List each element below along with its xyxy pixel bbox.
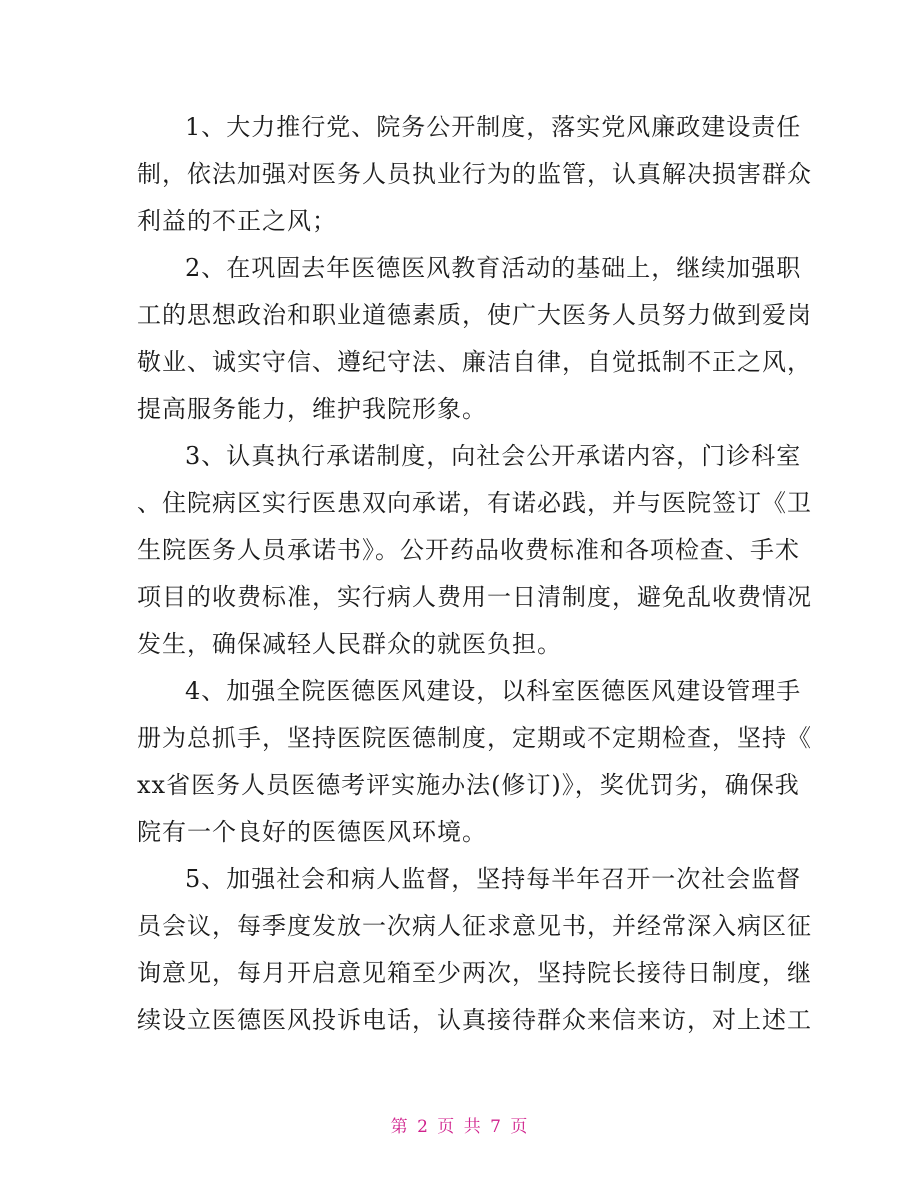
paragraph-line: 5、加强社会和病人监督，坚持每半年召开一次社会监督 — [185, 865, 802, 893]
paragraph-line: 1、大力推行党、院务公开制度，落实党风廉政建设责任 — [185, 113, 802, 141]
paragraph-5 — [137, 856, 812, 1044]
paragraph-line: 工的思想政治和职业道德素质，使广大医务人员努力做到爱岗 — [137, 301, 812, 329]
paragraph-4 — [137, 668, 812, 856]
paragraph-line: 4、加强全院医德医风建设，以科室医德医风建设管理手 — [185, 677, 802, 705]
paragraph-line: 2、在巩固去年医德医风教育活动的基础上，继续加强职 — [185, 254, 802, 282]
paragraph-line: 续设立医德医风投诉电话，认真接待群众来信来访，对上述工 — [137, 1006, 812, 1034]
paragraph-line: 生院医务人员承诺书》。公开药品收费标准和各项检查、手术 — [137, 536, 800, 564]
page-number-footer: 第 2 页 共 7 页 — [390, 1117, 530, 1137]
paragraph-line: 提高服务能力，维护我院形象。 — [137, 395, 487, 423]
paragraph-line: 询意见，每月开启意见箱至少两次，坚持院长接待日制度，继 — [137, 959, 812, 987]
paragraph-line: xx省医务人员医德考评实施办法(修订)》，奖优罚劣，确保我 — [137, 771, 800, 799]
paragraph-line: 项目的收费标准，实行病人费用一日清制度，避免乱收费情况 — [137, 583, 812, 611]
document-body — [137, 104, 812, 1044]
paragraph-1 — [137, 104, 812, 245]
paragraph-line: 敬业、诚实守信、遵纪守法、廉洁自律，自觉抵制不正之风， — [137, 348, 812, 376]
paragraph-3 — [137, 433, 812, 668]
paragraph-line: 制，依法加强对医务人员执业行为的监管，认真解决损害群众 — [137, 160, 812, 188]
paragraph-line: 利益的不正之风； — [137, 207, 337, 235]
paragraph-line: 员会议，每季度发放一次病人征求意见书，并经常深入病区征 — [137, 912, 812, 940]
paragraph-2 — [137, 245, 812, 433]
paragraph-line: 册为总抓手，坚持医院医德制度，定期或不定期检查，坚持《 — [137, 724, 812, 752]
paragraph-line: 院有一个良好的医德医风环境。 — [137, 818, 487, 846]
paragraph-line: 3、认真执行承诺制度，向社会公开承诺内容，门诊科室 — [185, 442, 802, 470]
paragraph-line: 发生，确保减轻人民群众的就医负担。 — [137, 630, 562, 658]
paragraph-line: 、住院病区实行医患双向承诺，有诺必践，并与医院签订《卫 — [137, 489, 812, 517]
